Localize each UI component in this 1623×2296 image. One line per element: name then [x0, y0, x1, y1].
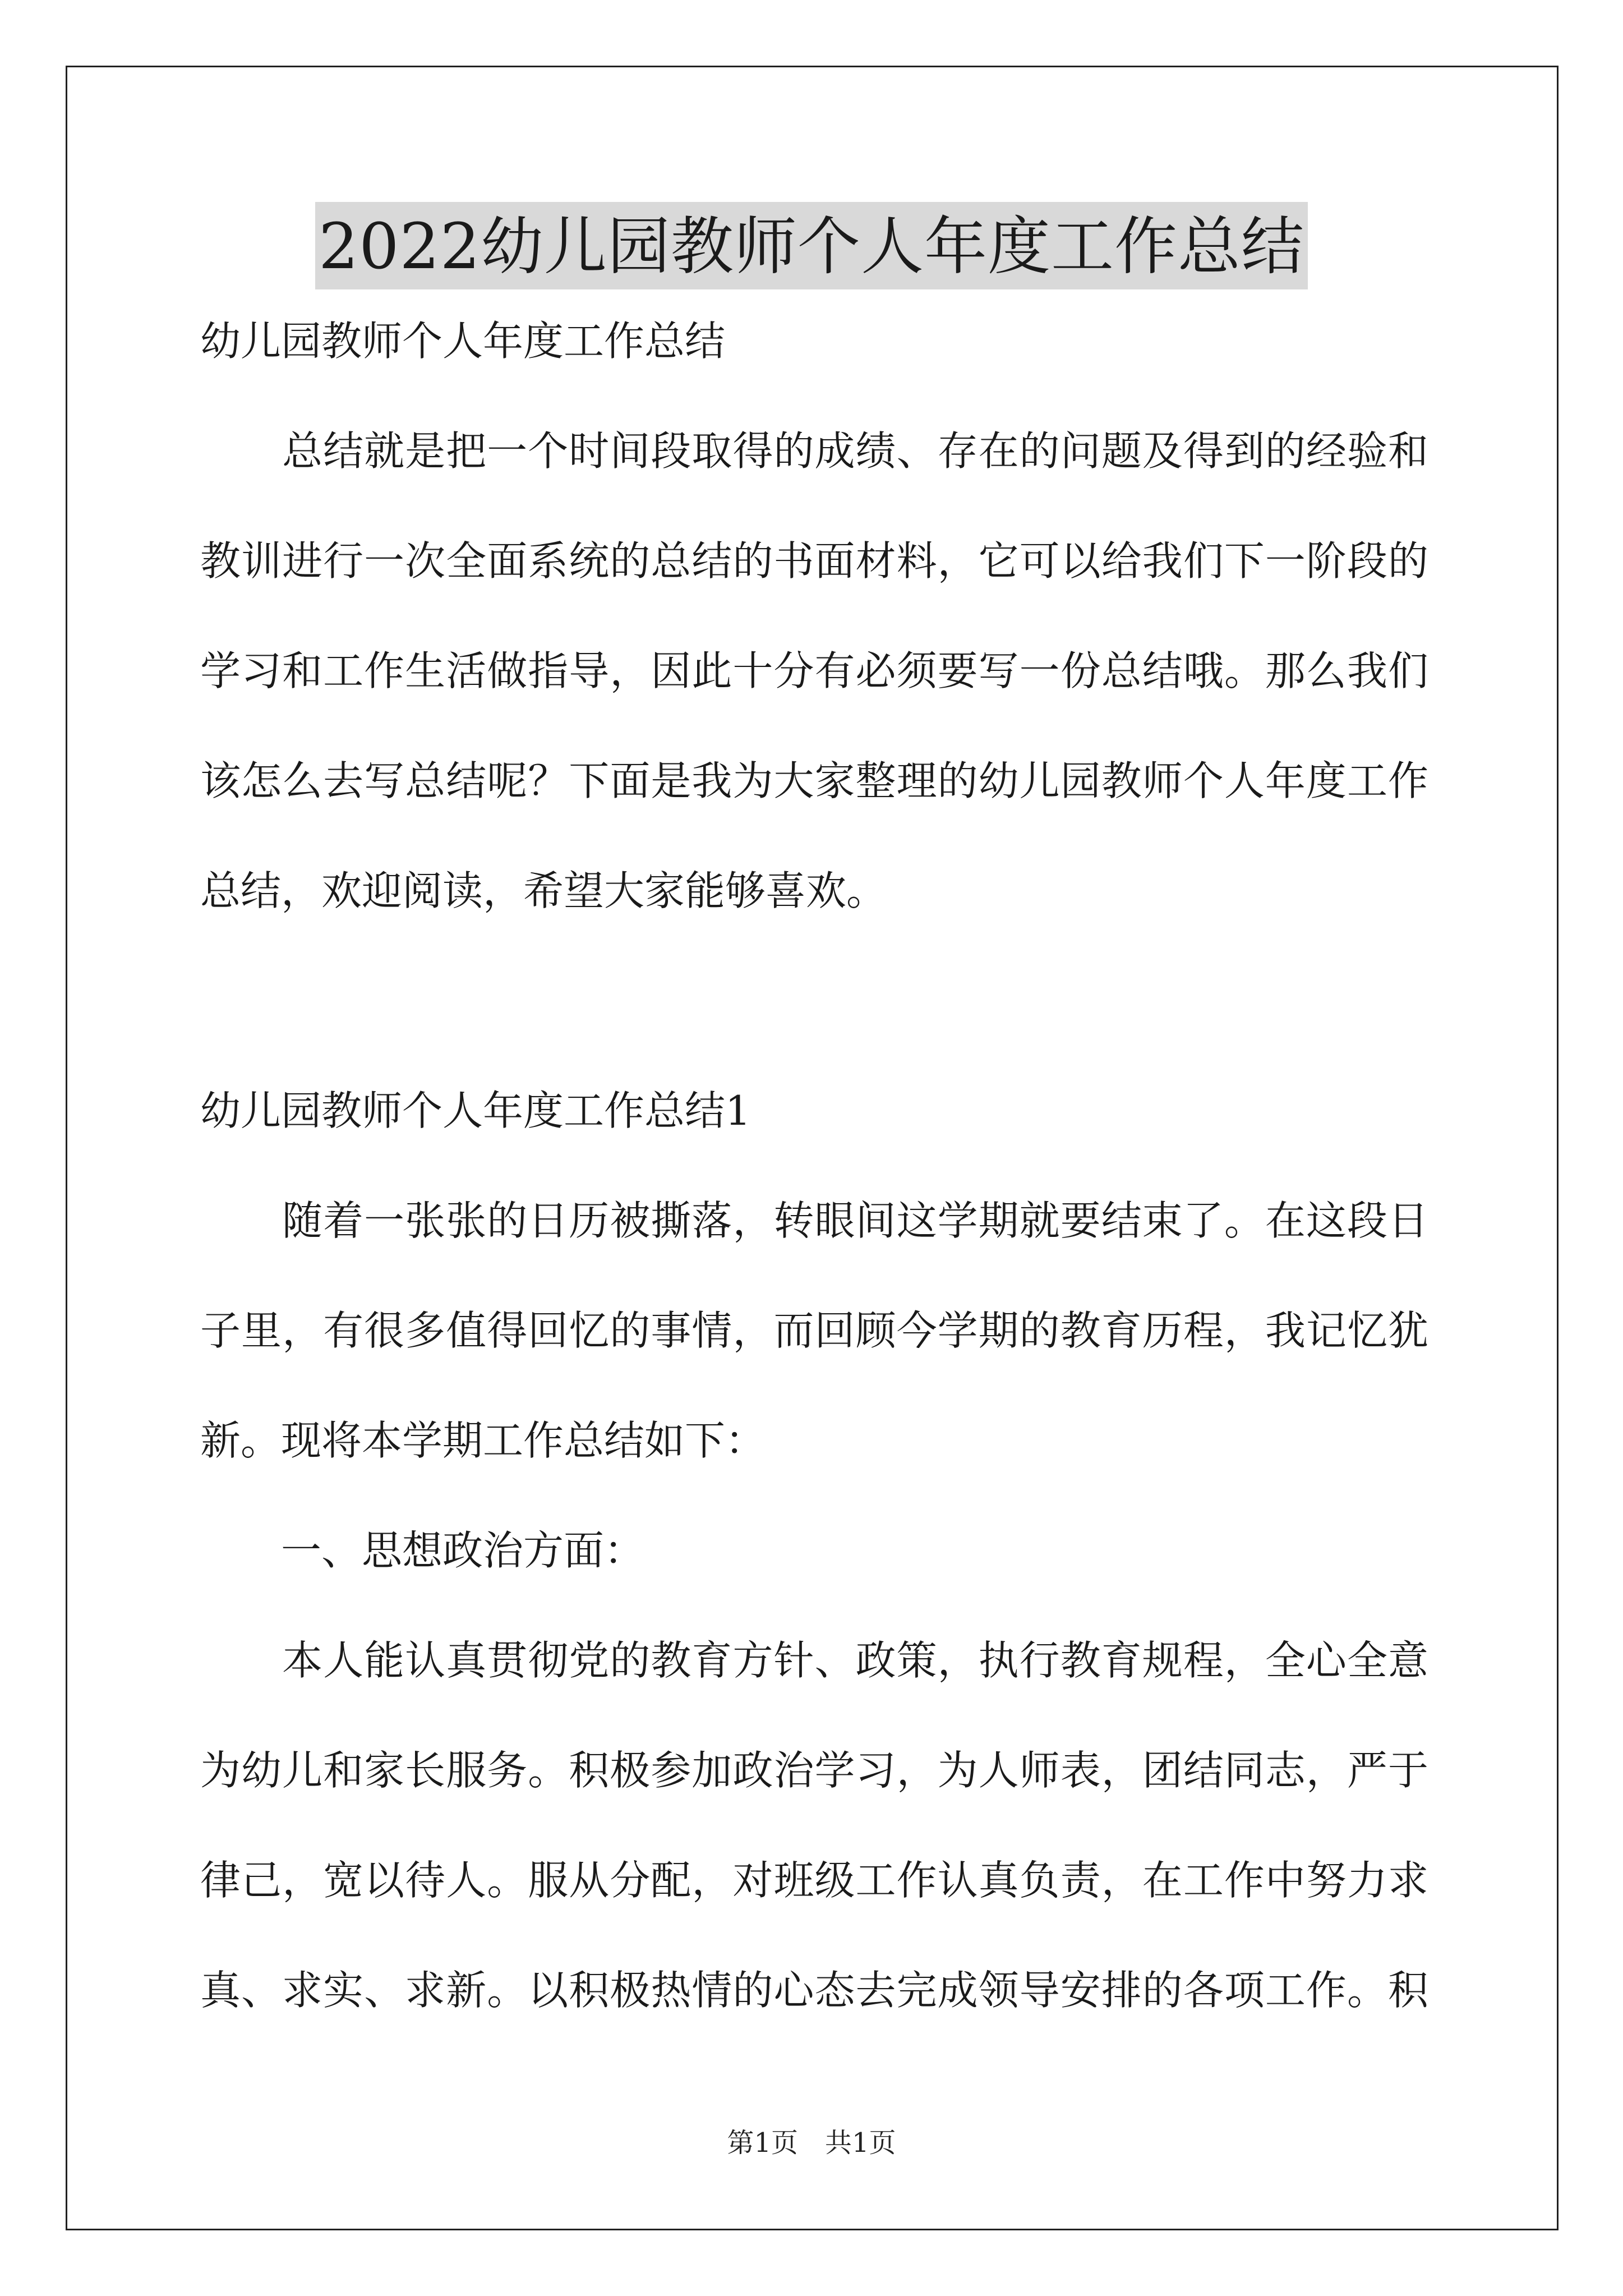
- paragraph-line: 本人能认真贯彻党的教育方针、政策，执行教育规程，全心全意: [200, 1637, 1428, 1684]
- paragraph-line: 为幼儿和家长服务。积极参加政治学习，为人师表，团结同志，严于: [200, 1747, 1428, 1794]
- paragraph-line: 总结就是把一个时间段取得的成绩、存在的问题及得到的经验和: [200, 427, 1428, 475]
- subsection-heading: 一、思想政治方面：: [200, 1527, 645, 1574]
- document-title: 2022幼儿园教师个人年度工作总结: [315, 202, 1308, 289]
- paragraph-line: 该怎么去写总结呢？下面是我为大家整理的幼儿园教师个人年度工作: [200, 757, 1428, 804]
- paragraph-line: 子里，有很多值得回忆的事情，而回顾今学期的教育历程，我记忆犹: [200, 1307, 1428, 1354]
- paragraph-line: 新。现将本学期工作总结如下：: [200, 1417, 766, 1464]
- paragraph-line: 教训进行一次全面系统的总结的书面材料，它可以给我们下一阶段的: [200, 537, 1428, 585]
- paragraph-line: 真、求实、求新。以积极热情的心态去完成领导安排的各项工作。积: [200, 1967, 1428, 2014]
- paragraph-line: 律己，宽以待人。服从分配，对班级工作认真负责，在工作中努力求: [200, 1857, 1428, 1904]
- paragraph-line: 总结，欢迎阅读，希望大家能够喜欢。: [200, 867, 887, 914]
- section-heading: 幼儿园教师个人年度工作总结1: [200, 1087, 751, 1134]
- paragraph-line: 随着一张张的日历被撕落，转眼间这学期就要结束了。在这段日: [200, 1197, 1428, 1244]
- document-body: [200, 314, 1428, 2017]
- section-heading: 幼儿园教师个人年度工作总结: [200, 318, 726, 365]
- page-footer: 第1页 共1页: [727, 2127, 896, 2159]
- paragraph-line: 学习和工作生活做指导，因此十分有必须要写一份总结哦。那么我们: [200, 647, 1428, 694]
- title-container: [0, 202, 1623, 289]
